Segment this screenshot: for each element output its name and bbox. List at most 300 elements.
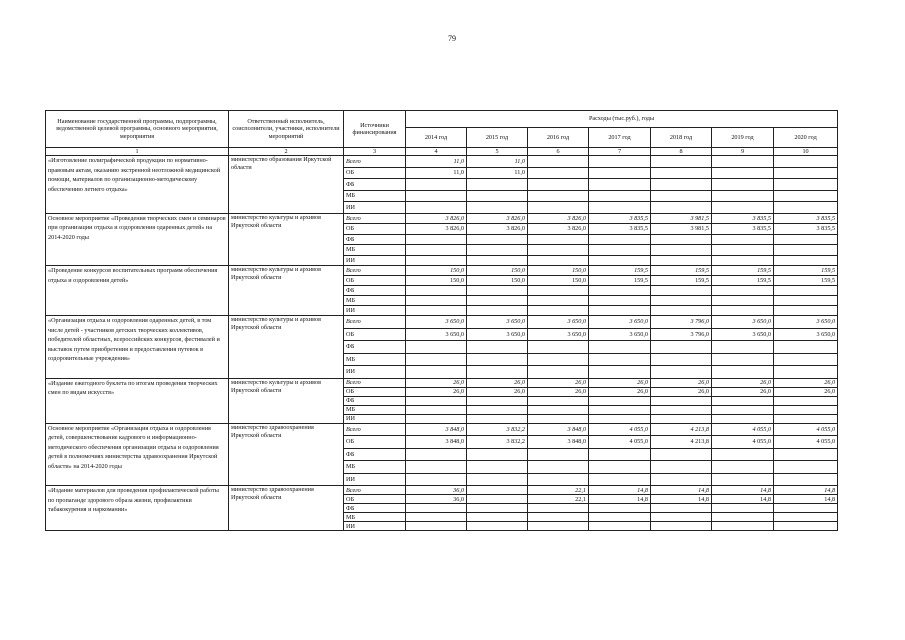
amount-cell: [589, 245, 651, 256]
amount-cell: [467, 504, 528, 513]
amount-cell: [651, 448, 712, 461]
amount-cell: [712, 156, 774, 168]
funding-source: ФБ: [344, 179, 406, 191]
executor: министерство культуры и архивов Иркутской области: [229, 316, 344, 379]
amount-cell: [712, 461, 774, 474]
amount-cell: [467, 513, 528, 522]
column-number: 3: [344, 148, 406, 156]
amount-cell: [528, 448, 589, 461]
amount-cell: [651, 405, 712, 414]
amount-cell: [774, 405, 838, 414]
amount-cell: [528, 341, 589, 354]
amount-cell: [712, 245, 774, 256]
amount-cell: [528, 522, 589, 531]
header-year: 2017 год: [589, 128, 651, 148]
amount-cell: [528, 179, 589, 191]
funding-source: ОБ: [344, 436, 406, 449]
executor: министерство культуры и архивов Иркутской области: [229, 213, 344, 266]
column-number: 10: [774, 148, 838, 156]
amount-cell: [528, 245, 589, 256]
funding-source: Всего: [344, 213, 406, 224]
page-number: 79: [448, 34, 456, 43]
amount-cell: [589, 341, 651, 354]
funding-source: ФБ: [344, 341, 406, 354]
activity-name: Основное мероприятие «Организация отдыха и оздоровления детей, совершенствование кадрового и информационно-методического обеспечения организации отдыха и оздоровления детей в полномочиях министерства здравоохранения Иркутской области» на 2014-2020 годы: [46, 423, 229, 486]
amount-cell: [467, 341, 528, 354]
funding-source: МБ: [344, 245, 406, 256]
amount-cell: [589, 202, 651, 214]
amount-cell: [467, 296, 528, 306]
amount-cell: 26,0: [774, 387, 838, 396]
amount-cell: [406, 353, 467, 366]
amount-cell: [712, 234, 774, 245]
amount-cell: 150,0: [406, 266, 467, 276]
amount-cell: [651, 167, 712, 179]
amount-cell: 3 650,0: [467, 316, 528, 329]
amount-cell: 26,0: [467, 378, 528, 387]
amount-cell: 14,8: [774, 486, 838, 495]
amount-cell: 3 650,0: [589, 328, 651, 341]
amount-cell: [712, 341, 774, 354]
activity-name: «Проведение конкурсов воспитательных программ обеспечения отдыха и оздоровления детей»: [46, 266, 229, 316]
funding-source: ФБ: [344, 234, 406, 245]
amount-cell: [528, 513, 589, 522]
table-row: [46, 316, 838, 329]
amount-cell: [589, 414, 651, 423]
amount-cell: [467, 405, 528, 414]
amount-cell: [528, 190, 589, 202]
amount-cell: [467, 486, 528, 495]
amount-cell: 3 981,5: [651, 213, 712, 224]
table-row: [46, 378, 838, 387]
amount-cell: [651, 396, 712, 405]
column-number: 4: [406, 148, 467, 156]
amount-cell: [528, 255, 589, 266]
amount-cell: [712, 167, 774, 179]
amount-cell: [589, 306, 651, 316]
table-row: [46, 423, 838, 436]
amount-cell: [774, 255, 838, 266]
amount-cell: 3 835,5: [589, 224, 651, 235]
amount-cell: 26,0: [651, 387, 712, 396]
amount-cell: [651, 202, 712, 214]
amount-cell: [467, 255, 528, 266]
amount-cell: [712, 448, 774, 461]
header-year: 2016 год: [528, 128, 589, 148]
amount-cell: 3 796,0: [651, 316, 712, 329]
executor: министерство образования Иркутской области: [229, 156, 344, 214]
amount-cell: [651, 306, 712, 316]
amount-cell: 3 832,2: [467, 436, 528, 449]
amount-cell: [406, 366, 467, 379]
amount-cell: 26,0: [774, 378, 838, 387]
amount-cell: [406, 504, 467, 513]
amount-cell: [528, 396, 589, 405]
amount-cell: [651, 353, 712, 366]
amount-cell: [774, 306, 838, 316]
amount-cell: [589, 396, 651, 405]
amount-cell: [528, 366, 589, 379]
amount-cell: [528, 234, 589, 245]
amount-cell: 26,0: [467, 387, 528, 396]
header-name: Наименование государственной программы, подпрограммы, ведомственной целевой программы, основного мероприятия, мероприятия: [46, 111, 229, 148]
amount-cell: 159,5: [651, 276, 712, 286]
amount-cell: 3 796,0: [651, 328, 712, 341]
amount-cell: 4 055,0: [589, 436, 651, 449]
amount-cell: 3 826,0: [528, 213, 589, 224]
amount-cell: [406, 414, 467, 423]
column-number: 2: [229, 148, 344, 156]
amount-cell: 3 650,0: [589, 316, 651, 329]
amount-cell: [467, 522, 528, 531]
amount-cell: 3 650,0: [406, 316, 467, 329]
amount-cell: [651, 245, 712, 256]
amount-cell: [774, 286, 838, 296]
amount-cell: 3 848,0: [528, 423, 589, 436]
amount-cell: [406, 513, 467, 522]
amount-cell: [406, 522, 467, 531]
amount-cell: [712, 396, 774, 405]
amount-cell: 3 650,0: [467, 328, 528, 341]
amount-cell: 150,0: [528, 276, 589, 286]
amount-cell: [467, 414, 528, 423]
amount-cell: [651, 504, 712, 513]
column-number: 9: [712, 148, 774, 156]
amount-cell: 3 981,5: [651, 224, 712, 235]
amount-cell: [712, 296, 774, 306]
amount-cell: [528, 414, 589, 423]
amount-cell: [406, 202, 467, 214]
amount-cell: [589, 234, 651, 245]
header-year: 2015 год: [467, 128, 528, 148]
amount-cell: [712, 190, 774, 202]
amount-cell: [406, 179, 467, 191]
amount-cell: 14,8: [651, 486, 712, 495]
amount-cell: 4 213,8: [651, 423, 712, 436]
column-number: 1: [46, 148, 229, 156]
amount-cell: [651, 156, 712, 168]
funding-source: ИИ: [344, 473, 406, 486]
table-row: [46, 486, 838, 495]
amount-cell: [589, 296, 651, 306]
funding-source: ОБ: [344, 167, 406, 179]
funding-source: ОБ: [344, 328, 406, 341]
amount-cell: [528, 504, 589, 513]
amount-cell: [589, 473, 651, 486]
amount-cell: 22,1: [528, 486, 589, 495]
amount-cell: [589, 179, 651, 191]
amount-cell: 3 835,5: [589, 213, 651, 224]
amount-cell: 3 826,0: [467, 213, 528, 224]
amount-cell: 3 848,0: [528, 436, 589, 449]
amount-cell: 3 826,0: [467, 224, 528, 235]
header-expenses: Расходы (тыс.руб.), годы: [406, 111, 838, 128]
amount-cell: [589, 448, 651, 461]
amount-cell: [528, 306, 589, 316]
amount-cell: [406, 396, 467, 405]
amount-cell: [774, 156, 838, 168]
amount-cell: [774, 234, 838, 245]
amount-cell: [774, 522, 838, 531]
amount-cell: 3 650,0: [528, 328, 589, 341]
amount-cell: 26,0: [589, 378, 651, 387]
amount-cell: [774, 513, 838, 522]
amount-cell: [712, 286, 774, 296]
amount-cell: 3 650,0: [774, 316, 838, 329]
amount-cell: [589, 156, 651, 168]
amount-cell: 3 835,5: [774, 224, 838, 235]
funding-source: ОБ: [344, 387, 406, 396]
funding-source: Всего: [344, 266, 406, 276]
amount-cell: [528, 353, 589, 366]
amount-cell: [774, 414, 838, 423]
funding-source: ФБ: [344, 396, 406, 405]
amount-cell: 11,0: [406, 156, 467, 168]
amount-cell: [467, 245, 528, 256]
amount-cell: 3 826,0: [406, 224, 467, 235]
amount-cell: [406, 245, 467, 256]
column-number: 7: [589, 148, 651, 156]
amount-cell: 159,5: [774, 276, 838, 286]
amount-cell: [774, 179, 838, 191]
amount-cell: 11,0: [467, 167, 528, 179]
amount-cell: 26,0: [528, 387, 589, 396]
amount-cell: [467, 473, 528, 486]
amount-cell: [774, 504, 838, 513]
amount-cell: 3 848,0: [406, 436, 467, 449]
amount-cell: [774, 202, 838, 214]
funding-source: ИИ: [344, 306, 406, 316]
activity-name: Основное мероприятие «Проведения творческих смен и семинаров при организации отдыха и оздоровления одаренных детей» на 2014-2020 годы: [46, 213, 229, 266]
amount-cell: 26,0: [589, 387, 651, 396]
funding-source: МБ: [344, 405, 406, 414]
amount-cell: 4 055,0: [774, 423, 838, 436]
amount-cell: [406, 306, 467, 316]
amount-cell: [651, 522, 712, 531]
amount-cell: [712, 255, 774, 266]
amount-cell: [712, 504, 774, 513]
amount-cell: [651, 255, 712, 266]
amount-cell: [712, 202, 774, 214]
amount-cell: 4 213,8: [651, 436, 712, 449]
amount-cell: [712, 306, 774, 316]
column-number: 5: [467, 148, 528, 156]
amount-cell: [528, 296, 589, 306]
amount-cell: [467, 179, 528, 191]
amount-cell: 36,0: [406, 495, 467, 504]
executor: министерство культуры и архивов Иркутской области: [229, 266, 344, 316]
funding-source: Всего: [344, 156, 406, 168]
funding-source: ФБ: [344, 448, 406, 461]
funding-source: ФБ: [344, 286, 406, 296]
amount-cell: 26,0: [712, 387, 774, 396]
amount-cell: [589, 286, 651, 296]
funding-source: ИИ: [344, 255, 406, 266]
amount-cell: [467, 234, 528, 245]
header-executor: Ответственный исполнитель, соисполнители, участники, исполнители мероприятий: [229, 111, 344, 148]
amount-cell: [406, 234, 467, 245]
amount-cell: 4 055,0: [712, 423, 774, 436]
amount-cell: [712, 353, 774, 366]
amount-cell: 36,0: [406, 486, 467, 495]
header-year: 2019 год: [712, 128, 774, 148]
funding-source: ОБ: [344, 276, 406, 286]
amount-cell: 159,5: [774, 266, 838, 276]
amount-cell: 159,5: [651, 266, 712, 276]
amount-cell: 3 848,0: [406, 423, 467, 436]
funding-source: ОБ: [344, 495, 406, 504]
amount-cell: [774, 473, 838, 486]
amount-cell: [467, 306, 528, 316]
amount-cell: [406, 448, 467, 461]
amount-cell: [774, 448, 838, 461]
amount-cell: [406, 461, 467, 474]
amount-cell: [406, 341, 467, 354]
amount-cell: [774, 245, 838, 256]
amount-cell: [589, 255, 651, 266]
amount-cell: [406, 255, 467, 266]
amount-cell: 3 650,0: [774, 328, 838, 341]
table-row: [46, 266, 838, 276]
amount-cell: [712, 473, 774, 486]
amount-cell: [589, 405, 651, 414]
amount-cell: [528, 286, 589, 296]
amount-cell: [651, 461, 712, 474]
amount-cell: 4 055,0: [712, 436, 774, 449]
amount-cell: 150,0: [467, 276, 528, 286]
header-source: Источники финансирования: [344, 111, 406, 148]
amount-cell: 3 650,0: [528, 316, 589, 329]
amount-cell: [774, 167, 838, 179]
executor: министерство культуры и архивов Иркутской области: [229, 378, 344, 423]
amount-cell: 3 650,0: [712, 328, 774, 341]
activity-name: «Издание ежегодного буклета по итогам проведения творческих смен по видам искусств»: [46, 378, 229, 423]
amount-cell: 159,5: [589, 266, 651, 276]
amount-cell: [774, 396, 838, 405]
funding-source: ИИ: [344, 414, 406, 423]
amount-cell: [651, 234, 712, 245]
amount-cell: 22,1: [528, 495, 589, 504]
amount-cell: 159,5: [712, 276, 774, 286]
amount-cell: [774, 366, 838, 379]
amount-cell: [589, 366, 651, 379]
amount-cell: [467, 366, 528, 379]
funding-source: ИИ: [344, 202, 406, 214]
amount-cell: [528, 473, 589, 486]
amount-cell: [774, 353, 838, 366]
activity-name: «Изготовление полиграфической продукции по нормативно-правовым актам, оказанию экстренной неотложной медицинской помощи, материалов по организационно-методическому обеспечению летнего отдыха»: [46, 156, 229, 214]
amount-cell: [467, 202, 528, 214]
header-year: 2014 год: [406, 128, 467, 148]
amount-cell: 3 826,0: [406, 213, 467, 224]
amount-cell: [774, 296, 838, 306]
amount-cell: [712, 405, 774, 414]
amount-cell: 14,8: [712, 495, 774, 504]
amount-cell: [467, 353, 528, 366]
amount-cell: 26,0: [406, 378, 467, 387]
funding-source: ИИ: [344, 366, 406, 379]
activity-name: «Издание материалов для проведения профилактической работы по пропаганде здорового образа жизни, профилактики табакокурения и наркомании»: [46, 486, 229, 531]
amount-cell: 3 835,5: [774, 213, 838, 224]
amount-cell: [528, 202, 589, 214]
table-row: [46, 156, 838, 168]
amount-cell: [467, 461, 528, 474]
amount-cell: 4 055,0: [589, 423, 651, 436]
amount-cell: 3 826,0: [528, 224, 589, 235]
amount-cell: 14,8: [712, 486, 774, 495]
amount-cell: [528, 156, 589, 168]
activity-name: «Организация отдыха и оздоровления одаренных детей, в том числе детей - участников детских творческих коллективов, победителей областных, всероссийских конкурсов, фестивалей и выставок путем приобретения и предоставления путевок в оздоровительные учреждения»: [46, 316, 229, 379]
amount-cell: 11,0: [467, 156, 528, 168]
executor: министерство здравоохранения Иркутской области: [229, 423, 344, 486]
amount-cell: 159,5: [589, 276, 651, 286]
amount-cell: 14,8: [651, 495, 712, 504]
header-year: 2020 год: [774, 128, 838, 148]
column-number: 6: [528, 148, 589, 156]
amount-cell: [406, 405, 467, 414]
amount-cell: 4 055,0: [774, 436, 838, 449]
amount-cell: 3 650,0: [712, 316, 774, 329]
amount-cell: [589, 522, 651, 531]
amount-cell: [651, 513, 712, 522]
amount-cell: [467, 286, 528, 296]
amount-cell: [589, 353, 651, 366]
amount-cell: 150,0: [467, 266, 528, 276]
amount-cell: [651, 473, 712, 486]
amount-cell: [589, 190, 651, 202]
amount-cell: [651, 341, 712, 354]
amount-cell: 11,0: [406, 167, 467, 179]
amount-cell: [406, 296, 467, 306]
executor: министерство здравоохранения Иркутской области: [229, 486, 344, 531]
amount-cell: [528, 461, 589, 474]
amount-cell: 159,5: [712, 266, 774, 276]
amount-cell: [528, 167, 589, 179]
header-year: 2018 год: [651, 128, 712, 148]
amount-cell: [774, 461, 838, 474]
column-number: 8: [651, 148, 712, 156]
funding-source: Всего: [344, 378, 406, 387]
amount-cell: [651, 286, 712, 296]
amount-cell: [589, 461, 651, 474]
funding-source: МБ: [344, 190, 406, 202]
funding-source: Всего: [344, 423, 406, 436]
amount-cell: 26,0: [651, 378, 712, 387]
amount-cell: 26,0: [528, 378, 589, 387]
amount-cell: [528, 405, 589, 414]
amount-cell: 26,0: [406, 387, 467, 396]
amount-cell: 3 832,2: [467, 423, 528, 436]
funding-source: ИИ: [344, 522, 406, 531]
amount-cell: 3 650,0: [406, 328, 467, 341]
amount-cell: [467, 190, 528, 202]
amount-cell: 14,8: [589, 495, 651, 504]
amount-cell: [406, 473, 467, 486]
amount-cell: [651, 190, 712, 202]
amount-cell: 150,0: [406, 276, 467, 286]
amount-cell: [712, 366, 774, 379]
table-row: [46, 213, 838, 224]
funding-source: МБ: [344, 353, 406, 366]
funding-source: Всего: [344, 486, 406, 495]
funding-source: МБ: [344, 296, 406, 306]
amount-cell: [651, 296, 712, 306]
amount-cell: [774, 341, 838, 354]
amount-cell: [651, 179, 712, 191]
funding-source: ФБ: [344, 504, 406, 513]
amount-cell: [589, 167, 651, 179]
amount-cell: [712, 414, 774, 423]
